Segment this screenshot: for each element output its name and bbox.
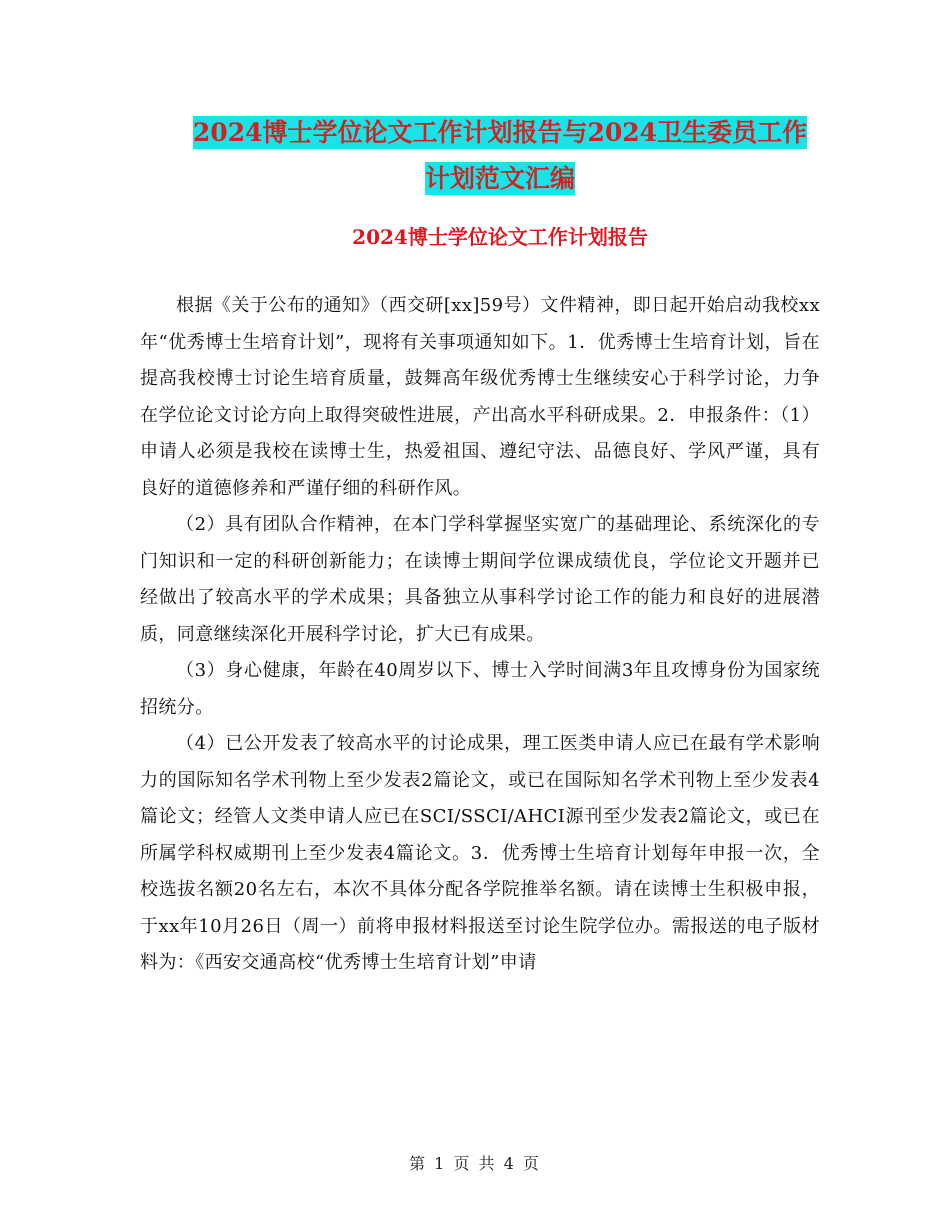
paragraph-1: 根据《关于公布的通知》（西交研[xx]59号）文件精神，即日起开始启动我校xx年“优秀博士生培育计划”，现将有关事项通知如下。1．优秀博士生培育计划，旨在提高我校博士讨论生培育质量，鼓舞高年级优秀博士生继续安心于科学讨论，力争在学位论文讨论方向上取得突破性进展，产出高水平科研成果。2．申报条件：（1）申请人必须是我校在读博士生，热爱祖国、遵纪守法、品德良好、学风严谨，具有良好的道德修养和严谨仔细的科研作风。 — [140, 295, 820, 499]
paragraph-3: （3）身心健康，年龄在40周岁以下、博士入学时间满3年且攻博身份为国家统招统分。 — [140, 660, 820, 718]
page-footer: 第 1 页 共 4 页 — [409, 1154, 541, 1173]
title-line-1: 2024博士学位论文工作计划报告与2024卫生委员工作 — [192, 118, 808, 147]
section-title: 2024博士学位论文工作计划报告 — [352, 225, 648, 249]
document-title — [140, 110, 860, 202]
title-line-2: 计划范文汇编 — [424, 164, 575, 193]
paragraph-2: （2）具有团队合作精神，在本门学科掌握坚实宽广的基础理论、系统深化的专门知识和一定的科研创新能力；在读博士期间学位课成绩优良，学位论文开题并已经做出了较高水平的学术成果；具备独立从事科学讨论工作的能力和良好的进展潜质，同意继续深化开展科学讨论，扩大已有成果。 — [140, 514, 820, 645]
paragraph-4: （4）已公开发表了较高水平的讨论成果，理工医类申请人应已在最有学术影响力的国际知名学术刊物上至少发表2篇论文，或已在国际知名学术刊物上至少发表4篇论文；经管人文类申请人应已在SCI/SSCI/AHCI源刊至少发表2篇论文，或已在所属学科权威期刊上至少发表4篇论文。3．优秀博士生培育计划每年申报一次，全校选拔名额20名左右，本次不具体分配各学院推举名额。请在读博士生积极申报，于xx年10月26日（周一）前将申报材料报送至讨论生院学位办。需报送的电子版材料为：《西安交通高校“优秀博士生培育计划”申请 — [140, 733, 820, 973]
document-body — [140, 288, 820, 982]
